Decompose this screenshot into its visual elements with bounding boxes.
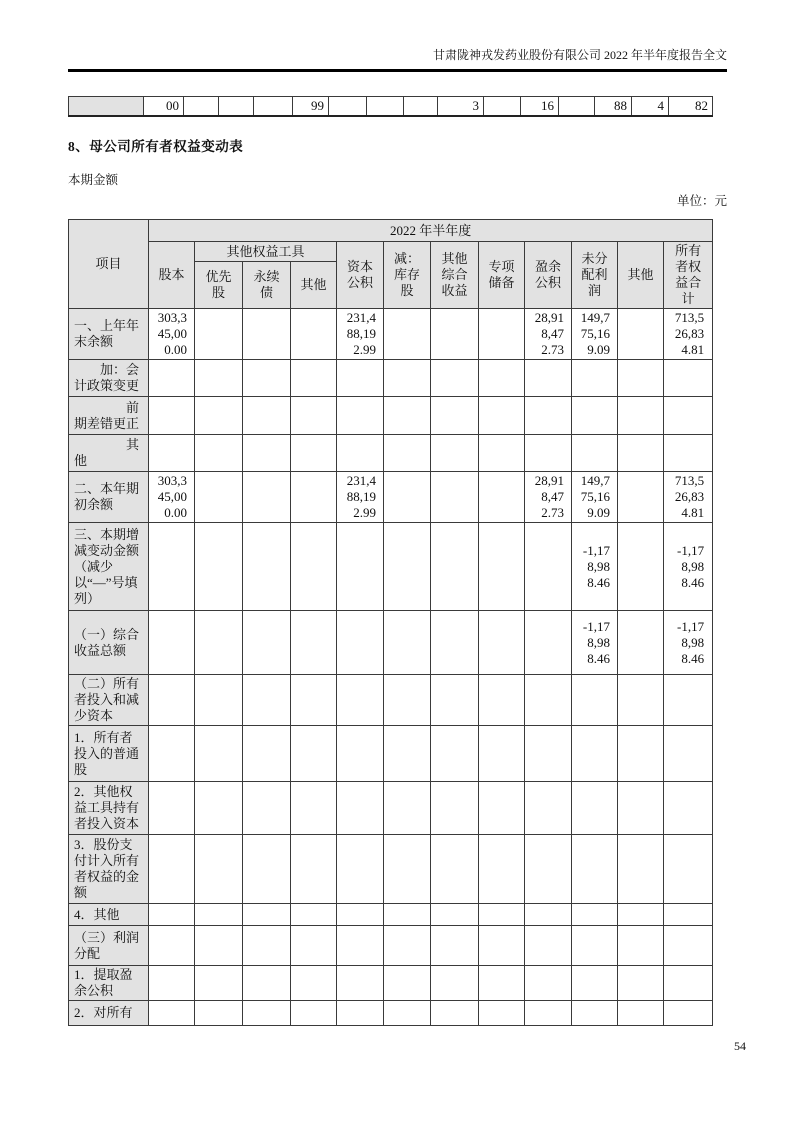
value-cell (525, 523, 572, 611)
value-cell: 713,526,834.81 (664, 309, 713, 360)
row-label-cell: （一）综合收益总额 (69, 611, 149, 675)
value-cell: -1,178,988.46 (664, 611, 713, 675)
row-label-cell: 三、本期增减变动金额（减少以“—”号填列） (69, 523, 149, 611)
page-number: 54 (734, 1039, 746, 1053)
row-label-cell: 2．对所有 (69, 1001, 149, 1026)
value-cell (431, 309, 479, 360)
value-cell (431, 782, 479, 835)
row-label-cell: 3．股份支付计入所有者权益的金额 (69, 835, 149, 904)
value-cell (149, 966, 195, 1001)
value-cell (195, 782, 243, 835)
value-cell (618, 926, 664, 966)
value-cell (337, 397, 384, 435)
value-cell (195, 360, 243, 397)
value-cell: 231,488,192.99 (337, 309, 384, 360)
equity-row (69, 926, 713, 966)
value-cell (149, 611, 195, 675)
value-cell (618, 309, 664, 360)
value-cell (479, 675, 525, 726)
carryover-cell: 00 (144, 97, 184, 116)
equity-row (69, 435, 713, 472)
col-header-oci: 其他综合收益 (431, 242, 479, 309)
value-cell (243, 309, 291, 360)
value-cell (572, 360, 618, 397)
value-cell (618, 966, 664, 1001)
value-cell (525, 397, 572, 435)
carryover-row (69, 97, 713, 116)
value-cell (572, 782, 618, 835)
value-cell (384, 904, 431, 926)
value-cell (431, 435, 479, 472)
value-cell (384, 435, 431, 472)
value-cell (384, 726, 431, 782)
value-cell (243, 782, 291, 835)
value-cell (431, 904, 479, 926)
value-cell (149, 726, 195, 782)
value-cell (664, 926, 713, 966)
value-cell (149, 926, 195, 966)
value-cell (149, 904, 195, 926)
row-label-cell: （二）所有者投入和减少资本 (69, 675, 149, 726)
row-label-cell: 1．所有者投入的普通股 (69, 726, 149, 782)
value-cell (618, 782, 664, 835)
value-cell: 713,526,834.81 (664, 472, 713, 523)
value-cell (431, 835, 479, 904)
value-cell (479, 726, 525, 782)
value-cell (664, 782, 713, 835)
value-cell (431, 966, 479, 1001)
value-cell (195, 904, 243, 926)
carryover-cell (184, 97, 219, 116)
value-cell (525, 435, 572, 472)
value-cell (384, 926, 431, 966)
carryover-cell (559, 97, 595, 116)
value-cell (291, 782, 337, 835)
value-cell (149, 523, 195, 611)
carryover-label-cell (69, 97, 144, 116)
value-cell (618, 726, 664, 782)
carryover-table (68, 96, 713, 117)
value-cell (525, 360, 572, 397)
value-cell (572, 435, 618, 472)
carryover-cell: 4 (632, 97, 669, 116)
value-cell (618, 675, 664, 726)
value-cell (291, 523, 337, 611)
value-cell (525, 611, 572, 675)
value-cell (479, 835, 525, 904)
value-cell (337, 1001, 384, 1026)
value-cell (291, 397, 337, 435)
value-cell (195, 726, 243, 782)
value-cell (195, 397, 243, 435)
equity-row (69, 726, 713, 782)
carryover-cell (254, 97, 293, 116)
section-heading: 8、母公司所有者权益变动表 (68, 139, 244, 154)
value-cell (664, 1001, 713, 1026)
value-cell (337, 675, 384, 726)
value-cell (291, 675, 337, 726)
value-cell (243, 360, 291, 397)
value-cell (479, 926, 525, 966)
value-cell: 28,918,472.73 (525, 472, 572, 523)
row-label-cell: 2．其他权益工具持有者投入资本 (69, 782, 149, 835)
col-header-other: 其他 (618, 242, 664, 309)
col-header-surplus-reserve: 盈余公积 (525, 242, 572, 309)
value-cell (149, 397, 195, 435)
value-cell (431, 726, 479, 782)
value-cell (664, 904, 713, 926)
value-cell (384, 782, 431, 835)
equity-row (69, 835, 713, 904)
value-cell (431, 1001, 479, 1026)
col-header-undistributed: 未分配利润 (572, 242, 618, 309)
carryover-cell (404, 97, 438, 116)
equity-row (69, 675, 713, 726)
row-label-cell: 前期差错更正 (69, 397, 149, 435)
value-cell (337, 360, 384, 397)
col-header-perpetual: 永续债 (243, 262, 291, 309)
equity-row (69, 904, 713, 926)
equity-row (69, 397, 713, 435)
value-cell (479, 397, 525, 435)
value-cell (149, 782, 195, 835)
col-header-capital-reserve: 资本公积 (337, 242, 384, 309)
value-cell (664, 835, 713, 904)
value-cell (337, 966, 384, 1001)
value-cell (337, 726, 384, 782)
value-cell (525, 1001, 572, 1026)
equity-row (69, 782, 713, 835)
value-cell: -1,178,988.46 (572, 523, 618, 611)
col-header-share-capital: 股本 (149, 242, 195, 309)
value-cell: -1,178,988.46 (572, 611, 618, 675)
value-cell (149, 675, 195, 726)
value-cell (337, 782, 384, 835)
header-rule (68, 69, 727, 72)
carryover-cell: 88 (595, 97, 632, 116)
value-cell (149, 435, 195, 472)
period-label: 本期金额 (68, 173, 119, 187)
value-cell (291, 472, 337, 523)
value-cell (291, 726, 337, 782)
equity-table (68, 219, 713, 1026)
value-cell (291, 835, 337, 904)
equity-row (69, 523, 713, 611)
carryover-cell (219, 97, 254, 116)
value-cell (195, 966, 243, 1001)
value-cell (195, 835, 243, 904)
value-cell (572, 904, 618, 926)
value-cell (337, 926, 384, 966)
value-cell: 149,775,169.09 (572, 472, 618, 523)
value-cell (525, 904, 572, 926)
value-cell (479, 360, 525, 397)
value-cell (243, 1001, 291, 1026)
value-cell (291, 309, 337, 360)
value-cell (291, 360, 337, 397)
value-cell: 231,488,192.99 (337, 472, 384, 523)
value-cell (195, 472, 243, 523)
value-cell (431, 523, 479, 611)
value-cell (479, 966, 525, 1001)
value-cell (479, 309, 525, 360)
value-cell (525, 782, 572, 835)
equity-row (69, 309, 713, 360)
value-cell (572, 726, 618, 782)
value-cell (149, 360, 195, 397)
row-label-cell: 二、本年期初余额 (69, 472, 149, 523)
carryover-cell: 82 (669, 97, 713, 116)
row-label-cell: 其他 (69, 435, 149, 472)
value-cell: 303,345,000.00 (149, 309, 195, 360)
value-cell (195, 611, 243, 675)
value-cell (572, 397, 618, 435)
col-header-less-treasury: 减：库存股 (384, 242, 431, 309)
header-row-groups (69, 242, 713, 262)
value-cell (431, 472, 479, 523)
value-cell (337, 523, 384, 611)
carryover-cell: 16 (521, 97, 559, 116)
col-header-other-equity-other: 其他 (291, 262, 337, 309)
equity-row (69, 472, 713, 523)
value-cell (243, 726, 291, 782)
value-cell (618, 360, 664, 397)
value-cell (243, 523, 291, 611)
value-cell (618, 435, 664, 472)
value-cell (479, 472, 525, 523)
col-header-preferred: 优先股 (195, 262, 243, 309)
value-cell (479, 1001, 525, 1026)
value-cell (431, 926, 479, 966)
item-header-cell: 项目 (69, 220, 149, 309)
value-cell (384, 675, 431, 726)
value-cell (572, 926, 618, 966)
value-cell (479, 611, 525, 675)
value-cell (384, 397, 431, 435)
value-cell (664, 675, 713, 726)
report-header-title: 甘肃陇神戎发药业股份有限公司 2022 年半年度报告全文 (432, 48, 727, 62)
value-cell (291, 1001, 337, 1026)
equity-row (69, 966, 713, 1001)
value-cell (291, 904, 337, 926)
value-cell (243, 904, 291, 926)
carryover-cell: 99 (293, 97, 329, 116)
value-cell (431, 675, 479, 726)
header-row-period (69, 220, 713, 242)
value-cell (243, 435, 291, 472)
value-cell (618, 523, 664, 611)
unit-label: 单位：元 (676, 194, 727, 208)
value-cell (243, 611, 291, 675)
carryover-cell: 3 (438, 97, 484, 116)
value-cell (664, 726, 713, 782)
value-cell (525, 926, 572, 966)
value-cell (384, 472, 431, 523)
carryover-cell (329, 97, 367, 116)
value-cell (664, 397, 713, 435)
value-cell (384, 523, 431, 611)
value-cell (337, 611, 384, 675)
value-cell (149, 835, 195, 904)
value-cell (431, 397, 479, 435)
carryover-cell (484, 97, 521, 116)
value-cell (337, 435, 384, 472)
value-cell (149, 1001, 195, 1026)
value-cell: 149,775,169.09 (572, 309, 618, 360)
value-cell (525, 835, 572, 904)
col-header-special-reserve: 专项储备 (479, 242, 525, 309)
value-cell (618, 904, 664, 926)
row-label-cell: 加：会计政策变更 (69, 360, 149, 397)
value-cell (337, 835, 384, 904)
value-cell (618, 1001, 664, 1026)
value-cell (618, 397, 664, 435)
carryover-cell (367, 97, 404, 116)
value-cell (431, 360, 479, 397)
value-cell (291, 966, 337, 1001)
value-cell (384, 611, 431, 675)
value-cell: 28,918,472.73 (525, 309, 572, 360)
value-cell (384, 360, 431, 397)
row-label-cell: 4．其他 (69, 904, 149, 926)
value-cell (525, 675, 572, 726)
value-cell (243, 835, 291, 904)
value-cell (572, 1001, 618, 1026)
value-cell (291, 435, 337, 472)
value-cell (572, 966, 618, 1001)
value-cell (431, 611, 479, 675)
value-cell (195, 1001, 243, 1026)
equity-row (69, 360, 713, 397)
value-cell (479, 904, 525, 926)
value-cell (384, 1001, 431, 1026)
value-cell (195, 435, 243, 472)
value-cell (618, 472, 664, 523)
equity-row (69, 611, 713, 675)
value-cell (572, 675, 618, 726)
value-cell (664, 966, 713, 1001)
col-header-total: 所有者权益合计 (664, 242, 713, 309)
value-cell (618, 611, 664, 675)
value-cell (384, 966, 431, 1001)
value-cell (243, 926, 291, 966)
value-cell (664, 435, 713, 472)
value-cell (384, 309, 431, 360)
value-cell (479, 782, 525, 835)
value-cell (243, 675, 291, 726)
value-cell (525, 726, 572, 782)
period-header-cell: 2022 年半年度 (149, 220, 713, 242)
value-cell (195, 523, 243, 611)
value-cell (195, 309, 243, 360)
equity-row (69, 1001, 713, 1026)
value-cell (195, 926, 243, 966)
value-cell (618, 835, 664, 904)
value-cell (243, 472, 291, 523)
value-cell (479, 523, 525, 611)
value-cell (479, 435, 525, 472)
value-cell (243, 966, 291, 1001)
row-label-cell: 一、上年年末余额 (69, 309, 149, 360)
value-cell (525, 966, 572, 1001)
row-label-cell: 1．提取盈余公积 (69, 966, 149, 1001)
value-cell (291, 611, 337, 675)
value-cell (195, 675, 243, 726)
value-cell (243, 397, 291, 435)
value-cell (572, 835, 618, 904)
value-cell: -1,178,988.46 (664, 523, 713, 611)
value-cell (384, 835, 431, 904)
value-cell (337, 904, 384, 926)
col-header-other-equity-group: 其他权益工具 (195, 242, 337, 262)
value-cell (664, 360, 713, 397)
row-label-cell: （三）利润分配 (69, 926, 149, 966)
value-cell: 303,345,000.00 (149, 472, 195, 523)
value-cell (291, 926, 337, 966)
